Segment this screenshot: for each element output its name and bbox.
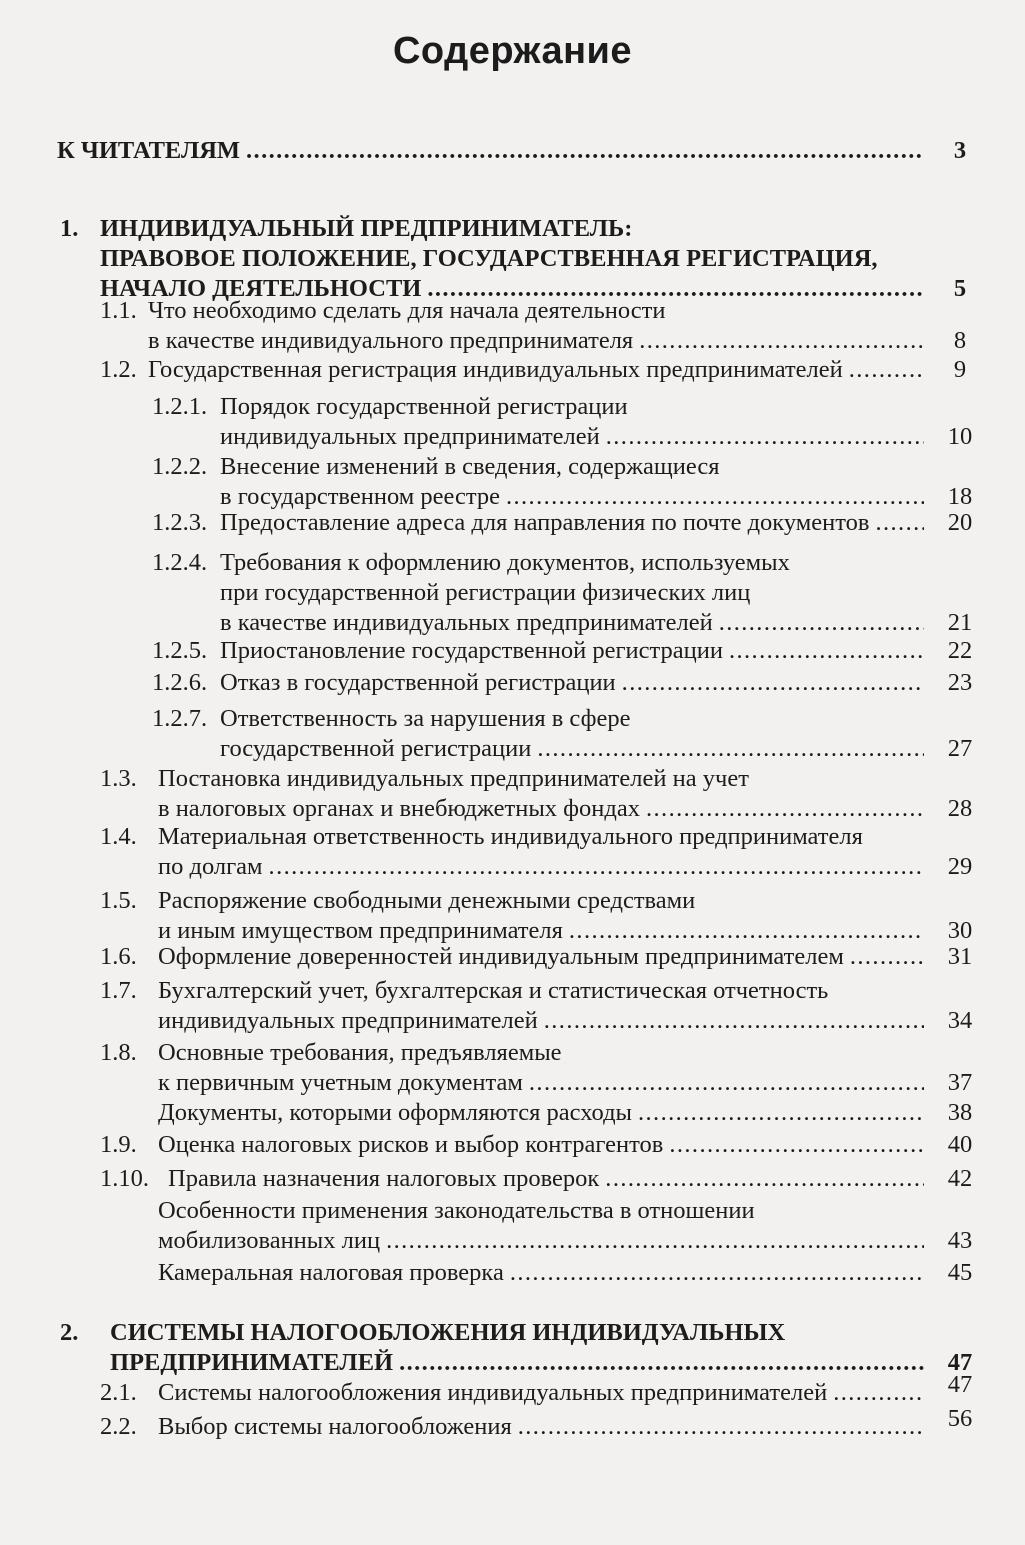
toc-entry-number: 1.1.	[100, 297, 137, 324]
toc-leader-dots	[849, 355, 924, 385]
toc-leader-dots	[622, 668, 924, 698]
toc-entry-title: в государственном реестре	[220, 483, 500, 510]
toc-page-number: 34	[947, 1007, 973, 1034]
toc-leader-dots	[529, 1068, 924, 1098]
toc-entry-number: 1.2.4.	[152, 549, 208, 576]
toc-entry[interactable]	[100, 976, 990, 1036]
toc-entry-number: 1.2.1.	[152, 393, 208, 420]
toc-leader-dots	[638, 1098, 924, 1128]
toc-leader-dots	[544, 1006, 924, 1036]
toc-leader-dots	[605, 1164, 924, 1194]
toc-leader-dots	[386, 1226, 924, 1256]
toc-entry[interactable]	[60, 1318, 990, 1378]
toc-page-number: 20	[947, 509, 973, 536]
toc-leader-dots	[729, 636, 924, 666]
toc-entry-title: Оценка налоговых рисков и выбор контрагентов	[158, 1131, 664, 1158]
toc-page-number: 3	[953, 137, 967, 164]
toc-entry[interactable]	[152, 452, 990, 512]
toc-entry-title: СИСТЕМЫ НАЛОГООБЛОЖЕНИЯ ИНДИВИДУАЛЬНЫХ	[110, 1319, 786, 1346]
toc-entry-title: индивидуальных предпринимателей	[158, 1007, 538, 1034]
toc-entry-number: 1.2.7.	[152, 705, 208, 732]
toc-leader-dots	[269, 852, 924, 882]
toc-entry[interactable]	[152, 704, 990, 764]
toc-page-number: 40	[947, 1131, 973, 1158]
toc-entry-title: при государственной регистрации физических лиц	[220, 579, 751, 606]
toc-entry-title: в качестве индивидуального предпринимателя	[148, 327, 634, 354]
toc-entry-title: ИНДИВИДУАЛЬНЫЙ ПРЕДПРИНИМАТЕЛЬ:	[100, 215, 633, 242]
toc-entry-number: 1.2.5.	[152, 637, 208, 664]
toc-entry-title: Материальная ответственность индивидуального предпринимателя	[158, 823, 863, 850]
toc-entry[interactable]	[158, 1098, 990, 1128]
toc-leader-dots	[246, 136, 924, 166]
toc-page-number: 43	[947, 1227, 973, 1254]
toc-page-number: 45	[947, 1259, 973, 1286]
toc-entry-number: 1.3.	[100, 765, 137, 792]
toc-page-number: 37	[947, 1069, 973, 1096]
toc-entry-title: Основные требования, предъявляемые	[158, 1039, 562, 1066]
toc-entry-number: 1.5.	[100, 887, 137, 914]
toc-page-number: 28	[947, 795, 973, 822]
toc-leader-dots	[510, 1258, 924, 1288]
toc-entry[interactable]	[152, 548, 990, 638]
toc-page-number: 21	[947, 609, 973, 636]
toc-entry-title: ПРАВОВОЕ ПОЛОЖЕНИЕ, ГОСУДАРСТВЕННАЯ РЕГИСТРАЦИЯ,	[100, 245, 878, 272]
toc-entry-number: 1.8.	[100, 1039, 137, 1066]
toc-entry-title: Внесение изменений в сведения, содержащиеся	[220, 453, 720, 480]
toc-page-number: 30	[947, 917, 973, 944]
toc-entry[interactable]	[100, 942, 990, 972]
toc-leader-dots	[669, 1130, 924, 1160]
toc-leader-dots	[875, 508, 924, 538]
toc-entry-title: в качестве индивидуальных предпринимателей	[220, 609, 713, 636]
toc-entry-title: Правила назначения налоговых проверок	[168, 1165, 600, 1192]
toc-leader-dots	[518, 1412, 924, 1442]
toc-entry-number: 2.	[60, 1319, 79, 1346]
toc-entry[interactable]	[152, 668, 990, 698]
toc-entry-title: Приостановление государственной регистрации	[220, 637, 723, 664]
toc-entry[interactable]	[100, 1164, 990, 1194]
toc-entry[interactable]	[100, 1371, 990, 1408]
toc-leader-dots	[399, 1348, 924, 1378]
toc-entry-title: Требования к оформлению документов, используемых	[220, 549, 790, 576]
toc-page-number: 10	[947, 423, 973, 450]
toc-leader-dots	[606, 422, 924, 452]
toc-entry[interactable]	[100, 1130, 990, 1160]
toc-entry[interactable]	[100, 296, 990, 356]
toc-leader-dots	[719, 608, 924, 638]
toc-entry[interactable]	[152, 392, 990, 452]
toc-page-number: 9	[953, 356, 967, 383]
toc-entry-number: 1.10.	[100, 1165, 149, 1192]
toc-entry-title: Распоряжение свободными денежными средствами	[158, 887, 696, 914]
toc-entry-number: 1.9.	[100, 1131, 137, 1158]
page-title: Содержание	[392, 30, 633, 72]
toc-entry-title: Отказ в государственной регистрации	[220, 669, 616, 696]
toc-entry-title: НАЧАЛО ДЕЯТЕЛЬНОСТИ	[100, 275, 422, 302]
toc-leader-dots	[646, 794, 924, 824]
toc-entry-number: 1.6.	[100, 943, 137, 970]
toc-leader-dots	[639, 326, 924, 356]
toc-page-number: 8	[953, 327, 967, 354]
toc-entry-title: и иным имуществом предпринимателя	[158, 917, 563, 944]
toc-entry-title: Предоставление адреса для направления по почте документов	[220, 509, 870, 536]
toc-entry-title: в налоговых органах и внебюджетных фондах	[158, 795, 640, 822]
toc-entry-number: 1.	[60, 215, 79, 242]
toc-page-number: 42	[947, 1165, 973, 1192]
toc-entry[interactable]	[100, 355, 990, 385]
toc-entry-number: 1.2.	[100, 356, 137, 383]
toc-entry-title: Что необходимо сделать для начала деятельности	[148, 297, 666, 324]
toc-entry-title: Документы, которыми оформляются расходы	[158, 1099, 632, 1126]
toc-entry-title: Выбор системы налогообложения	[158, 1413, 512, 1440]
toc-entry[interactable]	[152, 508, 990, 538]
toc-entry[interactable]	[152, 636, 990, 666]
toc-entry[interactable]	[100, 822, 990, 882]
toc-entry-title: Постановка индивидуальных предпринимателей на учет	[158, 765, 749, 792]
toc-entry-number: 2.1.	[100, 1379, 137, 1406]
toc-entry-title: Камеральная налоговая проверка	[158, 1259, 504, 1286]
toc-entry-title: Государственная регистрация индивидуальных предпринимателей	[148, 356, 843, 383]
toc-page-number: 23	[947, 669, 973, 696]
toc-page-number: 47	[947, 1371, 973, 1398]
toc-entry-number: 2.2.	[100, 1413, 137, 1440]
toc-entry[interactable]	[60, 214, 990, 304]
toc-leader-dots	[850, 942, 924, 972]
toc-leader-dots	[833, 1378, 924, 1408]
toc-page-number: 5	[953, 275, 967, 302]
toc-entry-title: Оформление доверенностей индивидуальным предпринимателем	[158, 943, 844, 970]
toc-entry[interactable]	[100, 1405, 990, 1442]
toc-entry-number: 1.4.	[100, 823, 137, 850]
toc-entry[interactable]	[57, 136, 990, 166]
toc-page-number: 31	[947, 943, 973, 970]
toc-page-number: 56	[947, 1405, 973, 1432]
toc-entry-title: Особенности применения законодательства в отношении	[158, 1197, 755, 1224]
toc-entry-title: Порядок государственной регистрации	[220, 393, 628, 420]
toc-page-number: 27	[947, 735, 973, 762]
toc-entry[interactable]	[100, 1038, 990, 1098]
toc-entry-number: 1.2.6.	[152, 669, 208, 696]
toc-entry-number: 1.7.	[100, 977, 137, 1004]
toc-entry[interactable]	[158, 1258, 990, 1288]
toc-entry-title: ПРЕДПРИНИМАТЕЛЕЙ	[110, 1349, 394, 1376]
toc-page-number: 22	[947, 637, 973, 664]
toc-entry[interactable]	[158, 1196, 990, 1256]
toc-entry-title: К ЧИТАТЕЛЯМ	[57, 137, 241, 164]
toc-page-number: 18	[947, 483, 973, 510]
toc-entry-title: Бухгалтерский учет, бухгалтерская и статистическая отчетность	[158, 977, 829, 1004]
toc-entry[interactable]	[100, 886, 990, 946]
toc-entry-title: индивидуальных предпринимателей	[220, 423, 600, 450]
toc-entry-title: Ответственность за нарушения в сфере	[220, 705, 631, 732]
toc-entry-title: Системы налогообложения индивидуальных предпринимателей	[158, 1379, 828, 1406]
toc-entry[interactable]	[100, 764, 990, 824]
toc-leader-dots	[537, 734, 924, 764]
toc-page-number: 47	[947, 1349, 973, 1376]
toc-entry-title: по долгам	[158, 853, 263, 880]
toc-entry-title: мобилизованных лиц	[158, 1227, 381, 1254]
toc-entry-title: к первичным учетным документам	[158, 1069, 523, 1096]
toc-entry-number: 1.2.3.	[152, 509, 208, 536]
toc-page-number: 38	[947, 1099, 973, 1126]
toc-page-number: 29	[947, 853, 973, 880]
toc-entry-number: 1.2.2.	[152, 453, 208, 480]
toc-entry-title: государственной регистрации	[220, 735, 532, 762]
